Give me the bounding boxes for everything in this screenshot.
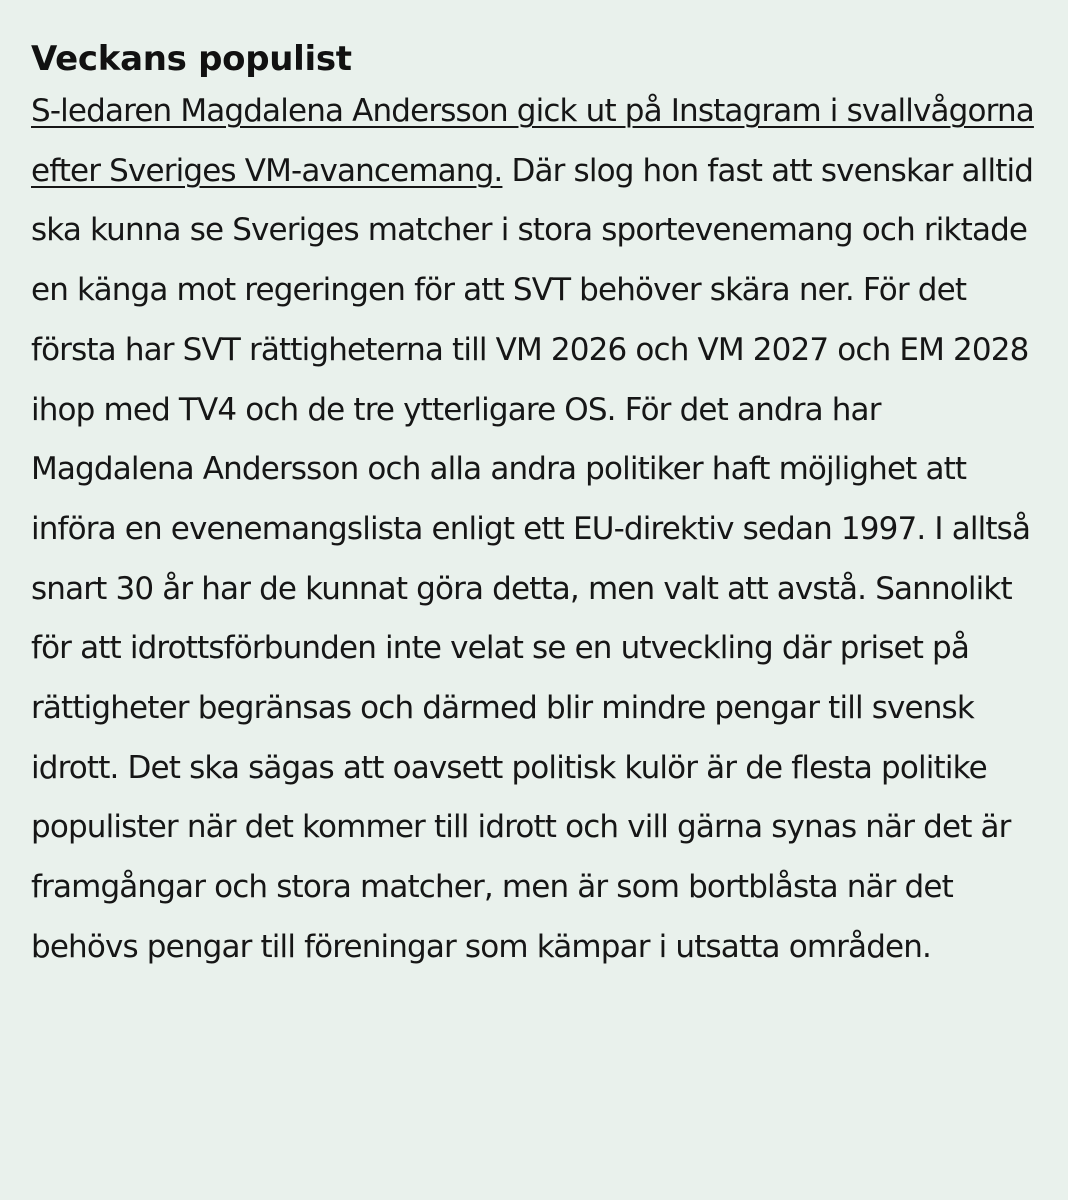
instagram-post-link[interactable]: S-ledaren Magdalena Andersson gick ut på Instagram i svallvågorna efter Sveriges VM-avancemang. bbox=[31, 93, 1034, 189]
section-heading: Veckans populist bbox=[31, 39, 352, 79]
article-paragraph bbox=[31, 82, 1043, 978]
paragraph-text: Där slog hon fast att svenskar alltid ska kunna se Sveriges matcher i stora sportevenemang och riktade en känga mot regeringen för att SVT behöver skära ner. För det första har SVT rättigheterna till VM 2026 och VM 2027 och EM 2028 ihop med TV4 och de tre ytterligare OS. För det andra har Magdalena Andersson och alla andra politiker haft möjlighet att införa en evenemangslista enligt ett EU-direktiv sedan 1997. I alltså snart 30 år har de kunnat göra detta, men valt att avstå. Sannolikt för att idrottsförbunden inte velat se en utveckling där priset på rättigheter begränsas och därmed blir mindre pengar till svensk idrott. Det ska sägas att oavsett politisk kulör är de flesta politike populister när det kommer till idrott och vill gärna synas när det är framgångar och stora matcher, men är som bortblåsta när det behövs pengar till föreningar som kämpar i utsatta områden. bbox=[31, 152, 1034, 965]
article-section bbox=[31, 36, 1043, 978]
